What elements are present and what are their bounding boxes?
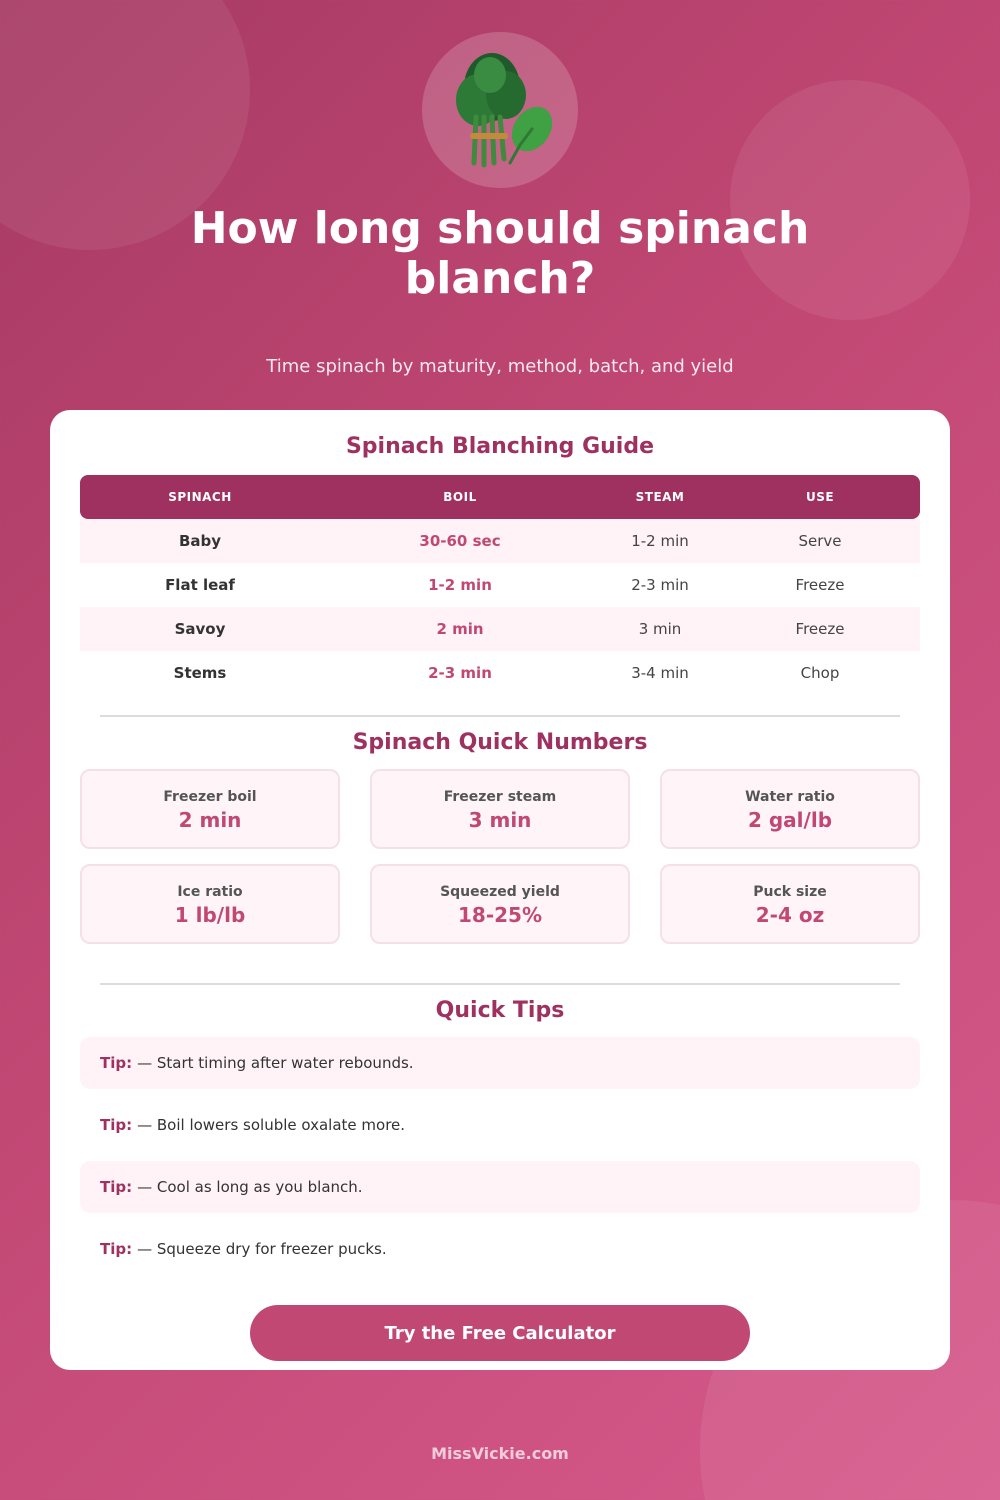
table-cell: Stems xyxy=(173,664,227,682)
tip-label: Tip: xyxy=(100,1240,133,1258)
tip-item xyxy=(80,1223,920,1275)
page-subtitle: Time spinach by maturity, method, batch, and yield xyxy=(266,356,734,377)
stat-value: 2 gal/lb xyxy=(747,808,833,832)
table-cell: 1-2 min xyxy=(428,576,492,594)
stat-card xyxy=(80,769,340,849)
section-divider xyxy=(100,715,900,717)
table-row xyxy=(80,563,920,607)
footer-brand: MissVickie.com xyxy=(431,1444,569,1463)
content-card xyxy=(50,410,950,1370)
stat-label: Ice ratio xyxy=(177,884,243,900)
table-cell: 2-3 min xyxy=(631,576,689,594)
table-header xyxy=(80,475,920,519)
stat-value: 3 min xyxy=(468,808,532,832)
stat-card xyxy=(660,769,920,849)
tip-item xyxy=(80,1099,920,1151)
table-cell: Savoy xyxy=(174,620,226,638)
column-header: USE xyxy=(805,490,835,504)
table-cell: Chop xyxy=(800,664,840,682)
tip-label: Tip: xyxy=(100,1054,133,1072)
tip-label: Tip: xyxy=(100,1178,133,1196)
table-row xyxy=(80,607,920,651)
stat-label: Squeezed yield xyxy=(440,884,560,900)
tip-text: — Cool as long as you blanch. xyxy=(137,1178,363,1196)
tips-title: Quick Tips xyxy=(435,998,565,1023)
table-cell: Flat leaf xyxy=(165,576,235,594)
blanching-table xyxy=(80,475,920,695)
stat-card xyxy=(660,864,920,944)
column-header: SPINACH xyxy=(168,490,232,504)
table-cell: 3-4 min xyxy=(631,664,689,682)
column-header: BOIL xyxy=(443,490,477,504)
table-cell: Freeze xyxy=(795,576,845,594)
tip-item xyxy=(80,1037,920,1089)
stat-value: 2 min xyxy=(178,808,242,832)
table-row xyxy=(80,651,920,695)
page-title: How long should spinach blanch? xyxy=(190,203,810,304)
stat-value: 2-4 oz xyxy=(755,903,825,927)
tip-text: — Squeeze dry for freezer pucks. xyxy=(137,1240,387,1258)
stat-label: Water ratio xyxy=(745,789,835,805)
section-divider xyxy=(100,983,900,985)
stat-value: 1 lb/lb xyxy=(174,903,246,927)
stat-value: 18-25% xyxy=(457,903,542,927)
stat-card xyxy=(370,864,630,944)
table-cell: 2-3 min xyxy=(428,664,492,682)
stat-label: Puck size xyxy=(753,884,827,900)
free-calculator-button[interactable]: Try the Free Calculator xyxy=(250,1305,750,1361)
stat-card xyxy=(80,864,340,944)
tip-item xyxy=(80,1161,920,1213)
tip-label: Tip: xyxy=(100,1116,133,1134)
table-cell: 3 min xyxy=(638,620,682,638)
table-cell: 1-2 min xyxy=(631,532,689,550)
tip-text: — Boil lowers soluble oxalate more. xyxy=(137,1116,406,1134)
column-header: STEAM xyxy=(635,490,685,504)
table-row xyxy=(80,519,920,563)
table-cell: 30-60 sec xyxy=(419,532,501,550)
quick-numbers-title: Spinach Quick Numbers xyxy=(352,730,648,755)
stat-label: Freezer boil xyxy=(163,789,257,805)
table-cell: Serve xyxy=(798,532,842,550)
table-cell: 2 min xyxy=(436,620,484,638)
table-cell: Freeze xyxy=(795,620,845,638)
stat-card xyxy=(370,769,630,849)
tip-text: — Start timing after water rebounds. xyxy=(137,1054,414,1072)
spinach-icon xyxy=(422,32,578,188)
guide-title: Spinach Blanching Guide xyxy=(345,434,655,459)
table-cell: Baby xyxy=(178,532,222,550)
stat-label: Freezer steam xyxy=(443,789,557,805)
